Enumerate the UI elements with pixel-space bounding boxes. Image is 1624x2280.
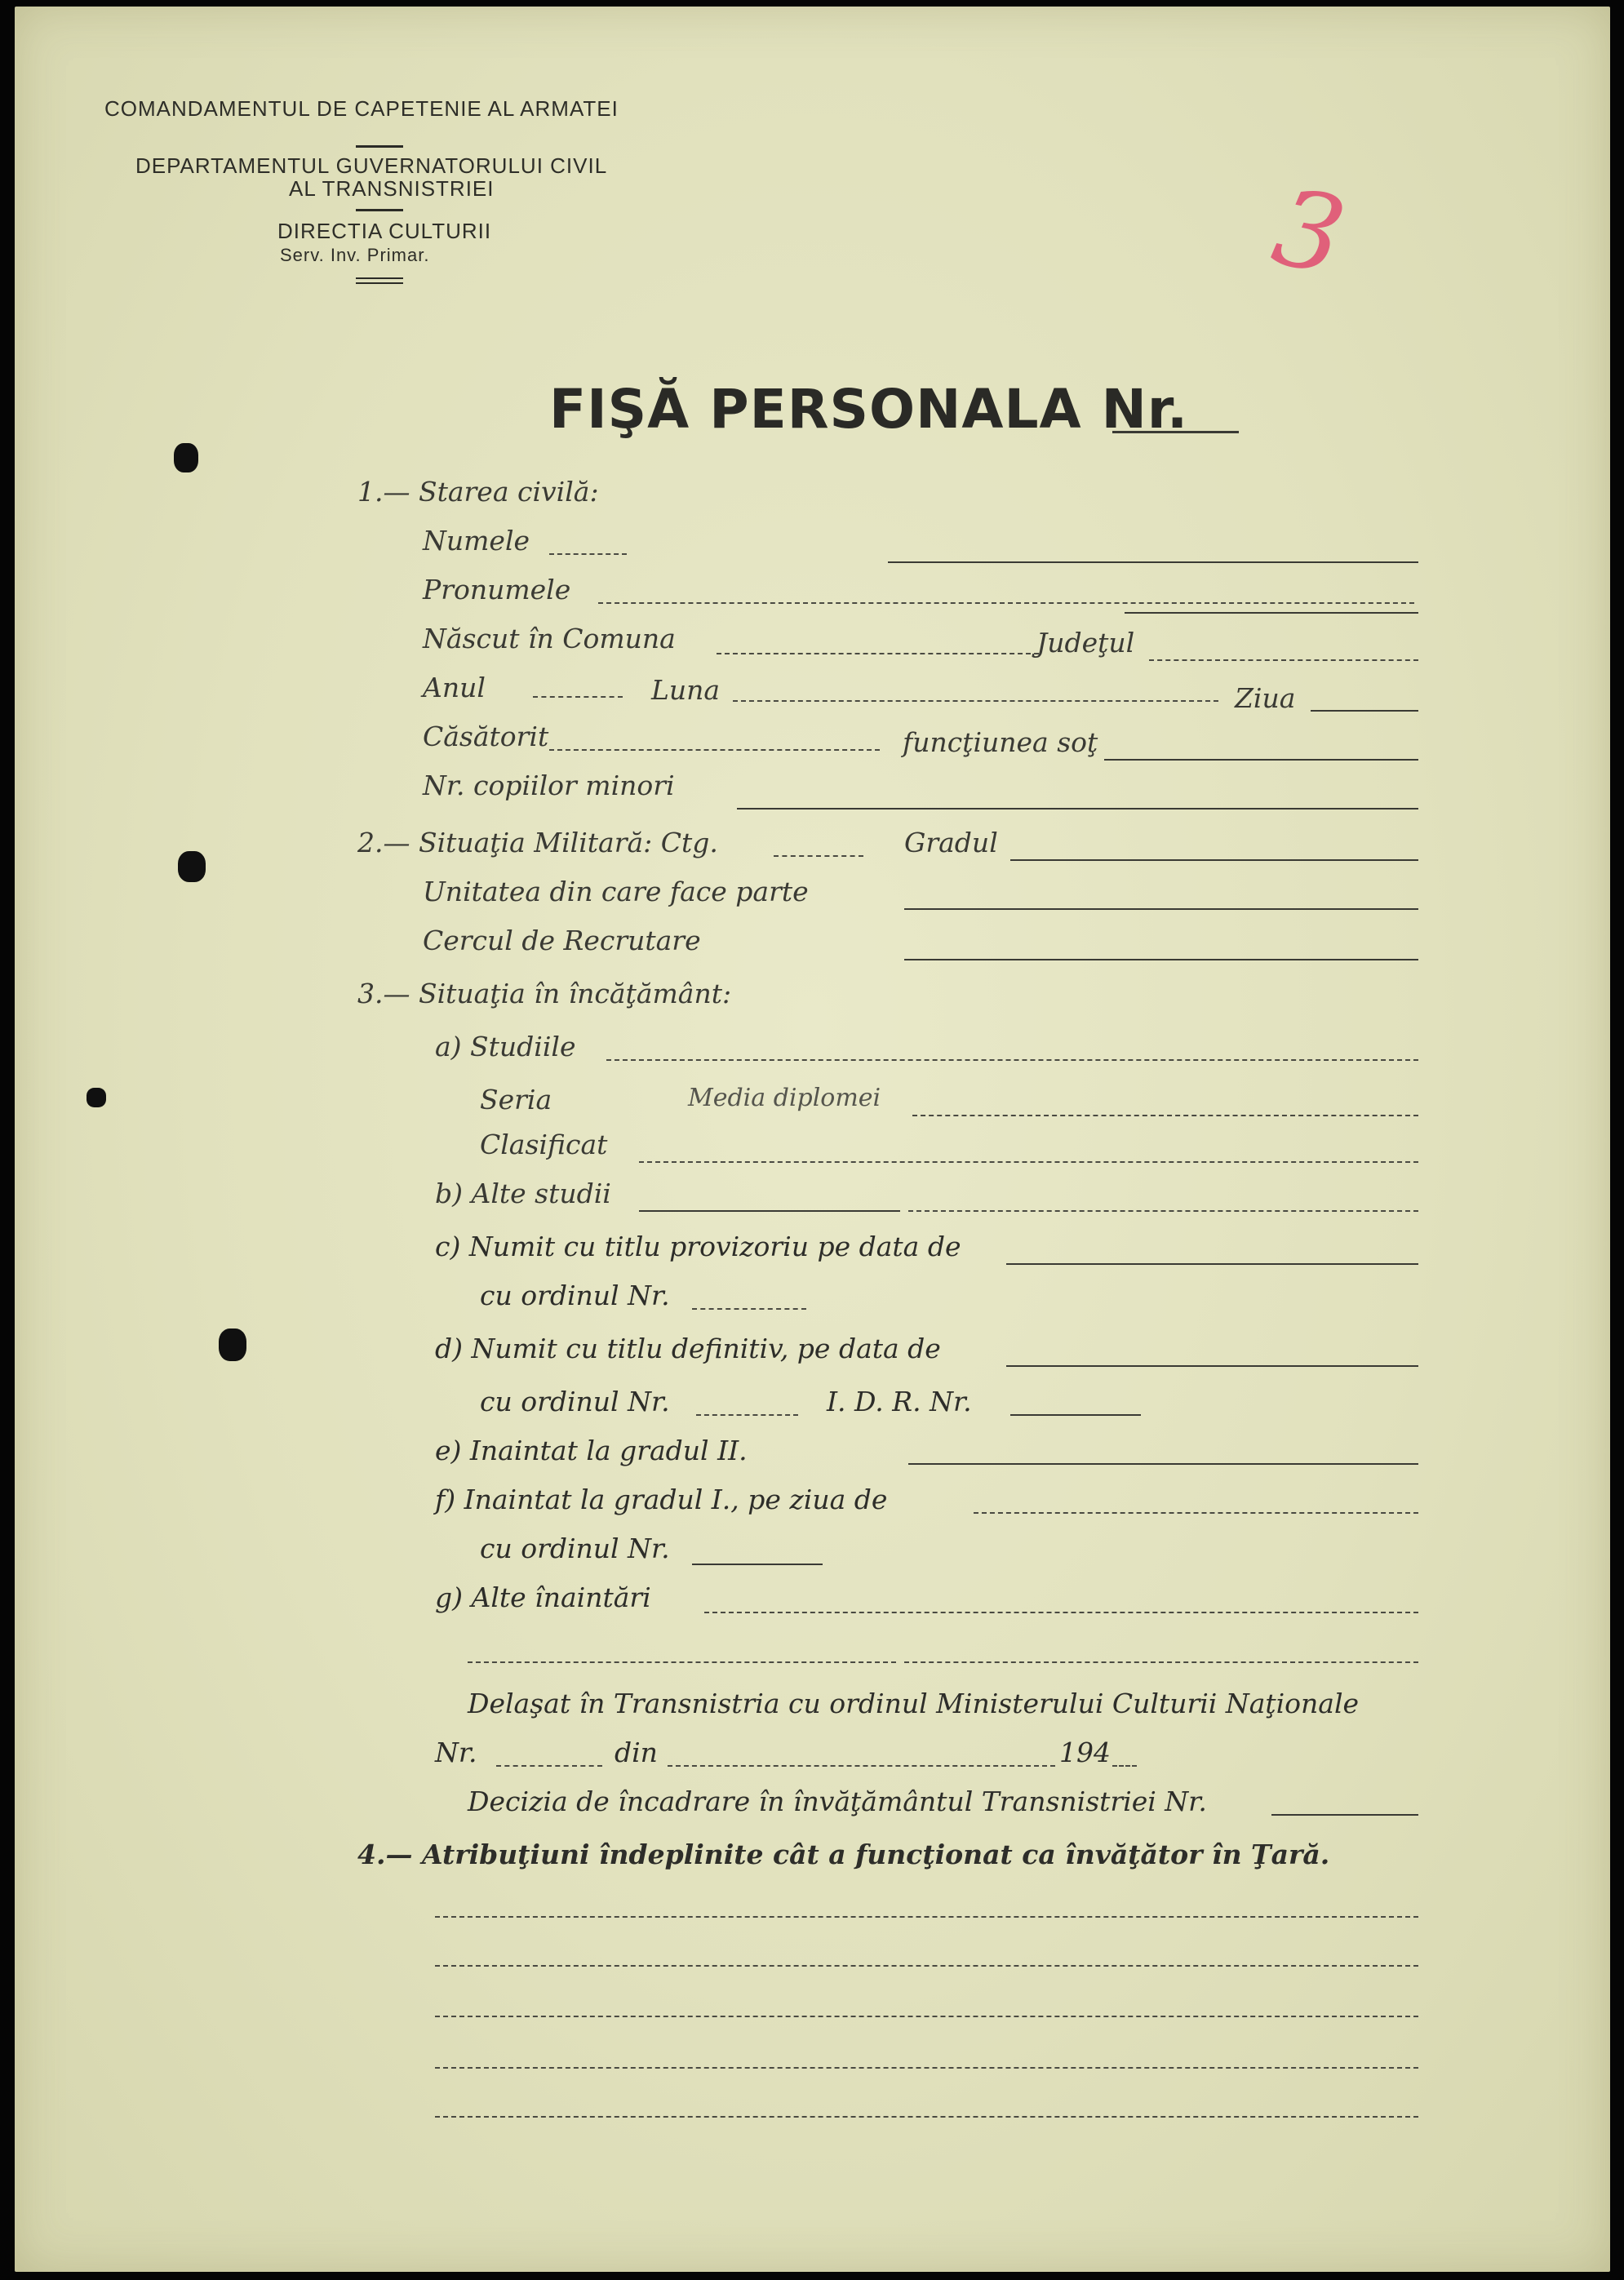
field-numele[interactable] [549,553,627,555]
section-3-heading: 3.— Situaţia în încăţământ: [357,978,732,1009]
label-idr: I. D. R. Nr. [827,1386,972,1417]
header-rule [356,277,403,279]
label-unitatea: Unitatea din care face parte [423,876,809,907]
label-judetul: Judeţul [1036,627,1135,659]
field-alte-inaintari-2[interactable] [468,1661,896,1663]
field-clasificat[interactable] [639,1161,1418,1163]
field-nr-copiilor[interactable] [737,808,1418,810]
field-atributiuni-2[interactable] [435,1965,1418,1967]
label-ordinul-gradul-1: cu ordinul Nr. [480,1533,670,1564]
field-ziua[interactable] [1311,710,1418,712]
label-media-diplomei: Media diplomei [688,1084,881,1112]
field-luna[interactable] [733,700,1218,702]
label-alte-studii: b) Alte studii [435,1178,611,1209]
header-line-1: COMANDAMENTUL DE CAPETENIE AL ARMATEI [104,96,619,121]
delasat-text: Delaşat în Transnistria cu ordinul Ministerului Culturii Naţionale [468,1688,1360,1719]
label-nascut-comuna: Născut în Comuna [423,623,676,654]
label-pronumele: Pronumele [423,574,571,605]
field-atributiuni-4[interactable] [435,2067,1418,2069]
label-nr-copiilor: Nr. copiilor minori [423,770,675,801]
label-ziua: Ziua [1235,682,1296,714]
header-line-3: AL TRANSNISTRIEI [289,176,495,201]
field-media-diplomei[interactable] [912,1115,1418,1116]
page-title: FIŞĂ PERSONALA Nr. [549,378,1189,441]
field-delasat-nr[interactable] [496,1765,602,1767]
delasat-year: 194 [1059,1737,1111,1768]
field-unitatea[interactable] [904,908,1418,910]
field-delasat-din[interactable] [668,1765,1055,1767]
section-2-heading: 2.— Situaţia Militară: Ctg. [357,827,718,858]
field-delasat-year[interactable] [1112,1765,1137,1767]
label-clasificat: Clasificat [480,1129,608,1160]
field-alte-inaintari-2[interactable] [904,1661,1418,1663]
label-numit-definitiv: d) Numit cu titlu definitiv, pe data de [435,1333,941,1364]
field-gradul-2[interactable] [908,1463,1418,1465]
section-1-heading: 1.— Starea civilă: [357,476,599,508]
field-atributiuni-1[interactable] [435,1916,1418,1918]
field-studiile[interactable] [606,1059,1418,1061]
field-ctg[interactable] [774,855,863,857]
section-4-heading: 4.— Atribuţiuni îndeplinite cât a funcţionat ca învăţător în Ţară. [357,1839,1330,1870]
header-rule [356,145,403,148]
label-numele: Numele [423,525,530,557]
field-cercul[interactable] [904,959,1418,960]
header-line-5: Serv. Inv. Primar. [280,245,430,265]
field-idr[interactable] [1010,1414,1141,1416]
label-ordinul-definitiv: cu ordinul Nr. [480,1386,670,1417]
label-delasat-nr: Nr. [435,1737,477,1768]
label-gradul: Gradul [904,827,998,858]
header-line-4: DIRECTIA CULTURII [277,219,492,243]
field-alte-studii[interactable] [908,1210,1418,1212]
label-seria: Seria [480,1084,552,1116]
punch-hole [174,443,198,472]
label-inaintat-gradul-1: f) Inaintat la gradul I., pe ziua de [435,1484,888,1515]
handwritten-number: 3 [1263,164,1356,299]
title-number-line [1112,431,1239,433]
label-cercul: Cercul de Recrutare [423,925,701,956]
label-casatorit: Căsătorit [423,721,549,752]
field-gradul[interactable] [1010,859,1418,861]
field-gradul-1[interactable] [974,1512,1418,1514]
field-ordinul-definitiv[interactable] [696,1414,798,1416]
field-pronumele[interactable] [1125,612,1418,614]
field-atributiuni-3[interactable] [435,2016,1418,2017]
decizia-text: Decizia de încadrare în învăţământul Transnistriei Nr. [468,1785,1207,1817]
label-functiunea-sot: funcţiunea soţ [903,726,1098,758]
field-ordinul-gradul-1[interactable] [692,1564,823,1565]
field-pronumele[interactable] [598,602,1414,604]
field-comuna[interactable] [717,653,1039,654]
field-numele[interactable] [888,561,1418,563]
header-rule [356,209,403,211]
field-alte-inaintari[interactable] [704,1612,1418,1613]
field-anul[interactable] [533,696,623,698]
field-decizia-nr[interactable] [1271,1814,1418,1816]
field-judetul[interactable] [1149,659,1418,661]
label-inaintat-gradul-2: e) Inaintat la gradul II. [435,1435,748,1466]
field-functiunea-sot[interactable] [1104,759,1418,761]
punch-hole [219,1329,246,1361]
label-anul: Anul [423,672,486,703]
field-atributiuni-5[interactable] [435,2116,1418,2118]
label-studiile: a) Studiile [435,1031,576,1062]
label-delasat-din: din [615,1737,658,1768]
label-luna: Luna [651,674,721,706]
label-ordinul-provizoriu: cu ordinul Nr. [480,1280,670,1311]
field-ordinul-provizoriu[interactable] [692,1308,806,1310]
field-casatorit[interactable] [549,749,880,751]
label-alte-inaintari: g) Alte înaintări [435,1581,651,1613]
field-data-provizoriu[interactable] [1006,1263,1418,1265]
header-rule [356,282,403,284]
header-line-2: DEPARTAMENTUL GUVERNATORULUI CIVIL [135,153,608,178]
field-alte-studii[interactable] [639,1210,900,1212]
punch-hole [178,851,206,882]
field-data-definitiv[interactable] [1006,1365,1418,1367]
document-page [15,7,1610,2272]
punch-hole [87,1088,106,1107]
label-numit-provizoriu: c) Numit cu titlu provizoriu pe data de [435,1231,961,1262]
